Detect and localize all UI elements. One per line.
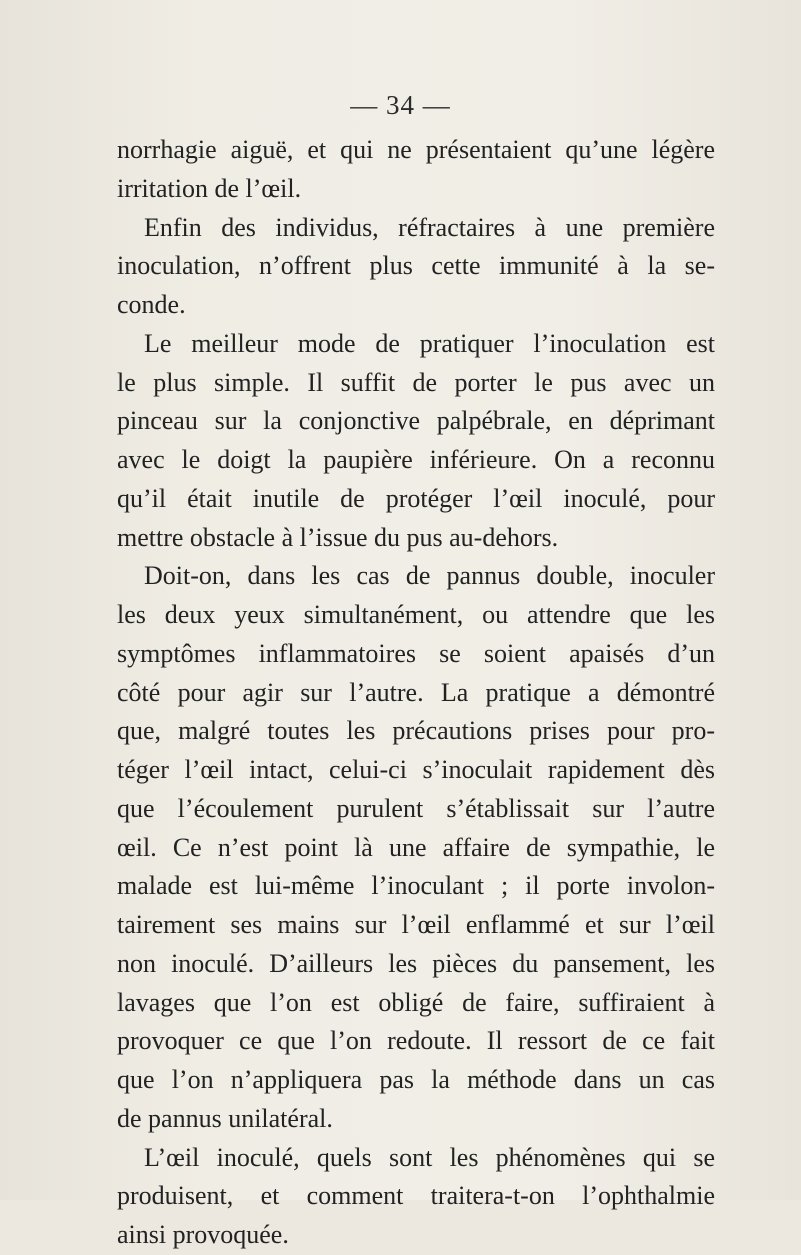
body-text <box>117 131 715 1255</box>
text-line: symptômes inflammatoires se soient apaisés d’un <box>117 638 715 668</box>
text-line: téger l’œil intact, celui-ci s’inoculait rapidement dès <box>117 755 715 784</box>
text-line: Le meilleur mode de pratiquer l’inoculation est <box>144 328 715 358</box>
text-line: malade est lui-même l’inoculant ; il porte involon- <box>117 871 715 901</box>
text-line: irritation de l’œil. <box>117 173 302 203</box>
page-number: — 34 — <box>350 90 451 120</box>
text-line: ainsi provoquée. <box>117 1220 289 1249</box>
text-line: le plus simple. Il suffit de porter le pus avec un <box>117 367 715 397</box>
text-line: provoquer ce que l’on redoute. Il ressort de ce fait <box>117 1026 715 1056</box>
text-line: que, malgré toutes les précautions prises pour pro- <box>117 716 715 746</box>
text-line: pinceau sur la conjonctive palpébrale, en déprimant <box>117 406 715 436</box>
text-line: œil. Ce n’est point là une affaire de sympathie, le <box>117 832 715 862</box>
text-line: inoculation, n’offrent plus cette immunité à la se- <box>117 251 715 281</box>
text-line: non inoculé. D’ailleurs les pièces du pansement, les <box>117 948 715 978</box>
text-line: avec le doigt la paupière inférieure. On a reconnu <box>117 445 715 474</box>
text-line: mettre obstacle à l’issue du pus au-dehors. <box>117 522 559 552</box>
text-line: de pannus unilatéral. <box>117 1103 333 1133</box>
text-line: côté pour agir sur l’autre. La pratique a démontré <box>117 677 715 707</box>
text-line: conde. <box>117 290 186 319</box>
text-line: norrhagie aiguë, et qui ne présentaient qu’une légère <box>117 135 715 164</box>
text-line: lavages que l’on est obligé de faire, suffiraient à <box>117 987 715 1017</box>
text-line: Doit-on, dans les cas de pannus double, inoculer <box>144 561 715 591</box>
text-line: les deux yeux simultanément, ou attendre que les <box>117 600 715 629</box>
text-line: Enfin des individus, réfractaires à une première <box>144 212 715 242</box>
text-line: tairement ses mains sur l’œil enflammé et sur l’œil <box>117 910 715 939</box>
text-line: produisent, et comment traitera-t-on l’ophthalmie <box>117 1181 715 1211</box>
text-line: que l’on n’appliquera pas la méthode dans un cas <box>117 1065 715 1094</box>
text-line: qu’il était inutile de protéger l’œil inoculé, pour <box>117 483 715 513</box>
text-line: L’œil inoculé, quels sont les phénomènes qui se <box>144 1142 715 1172</box>
text-line: que l’écoulement purulent s’établissait sur l’autre <box>117 793 715 823</box>
